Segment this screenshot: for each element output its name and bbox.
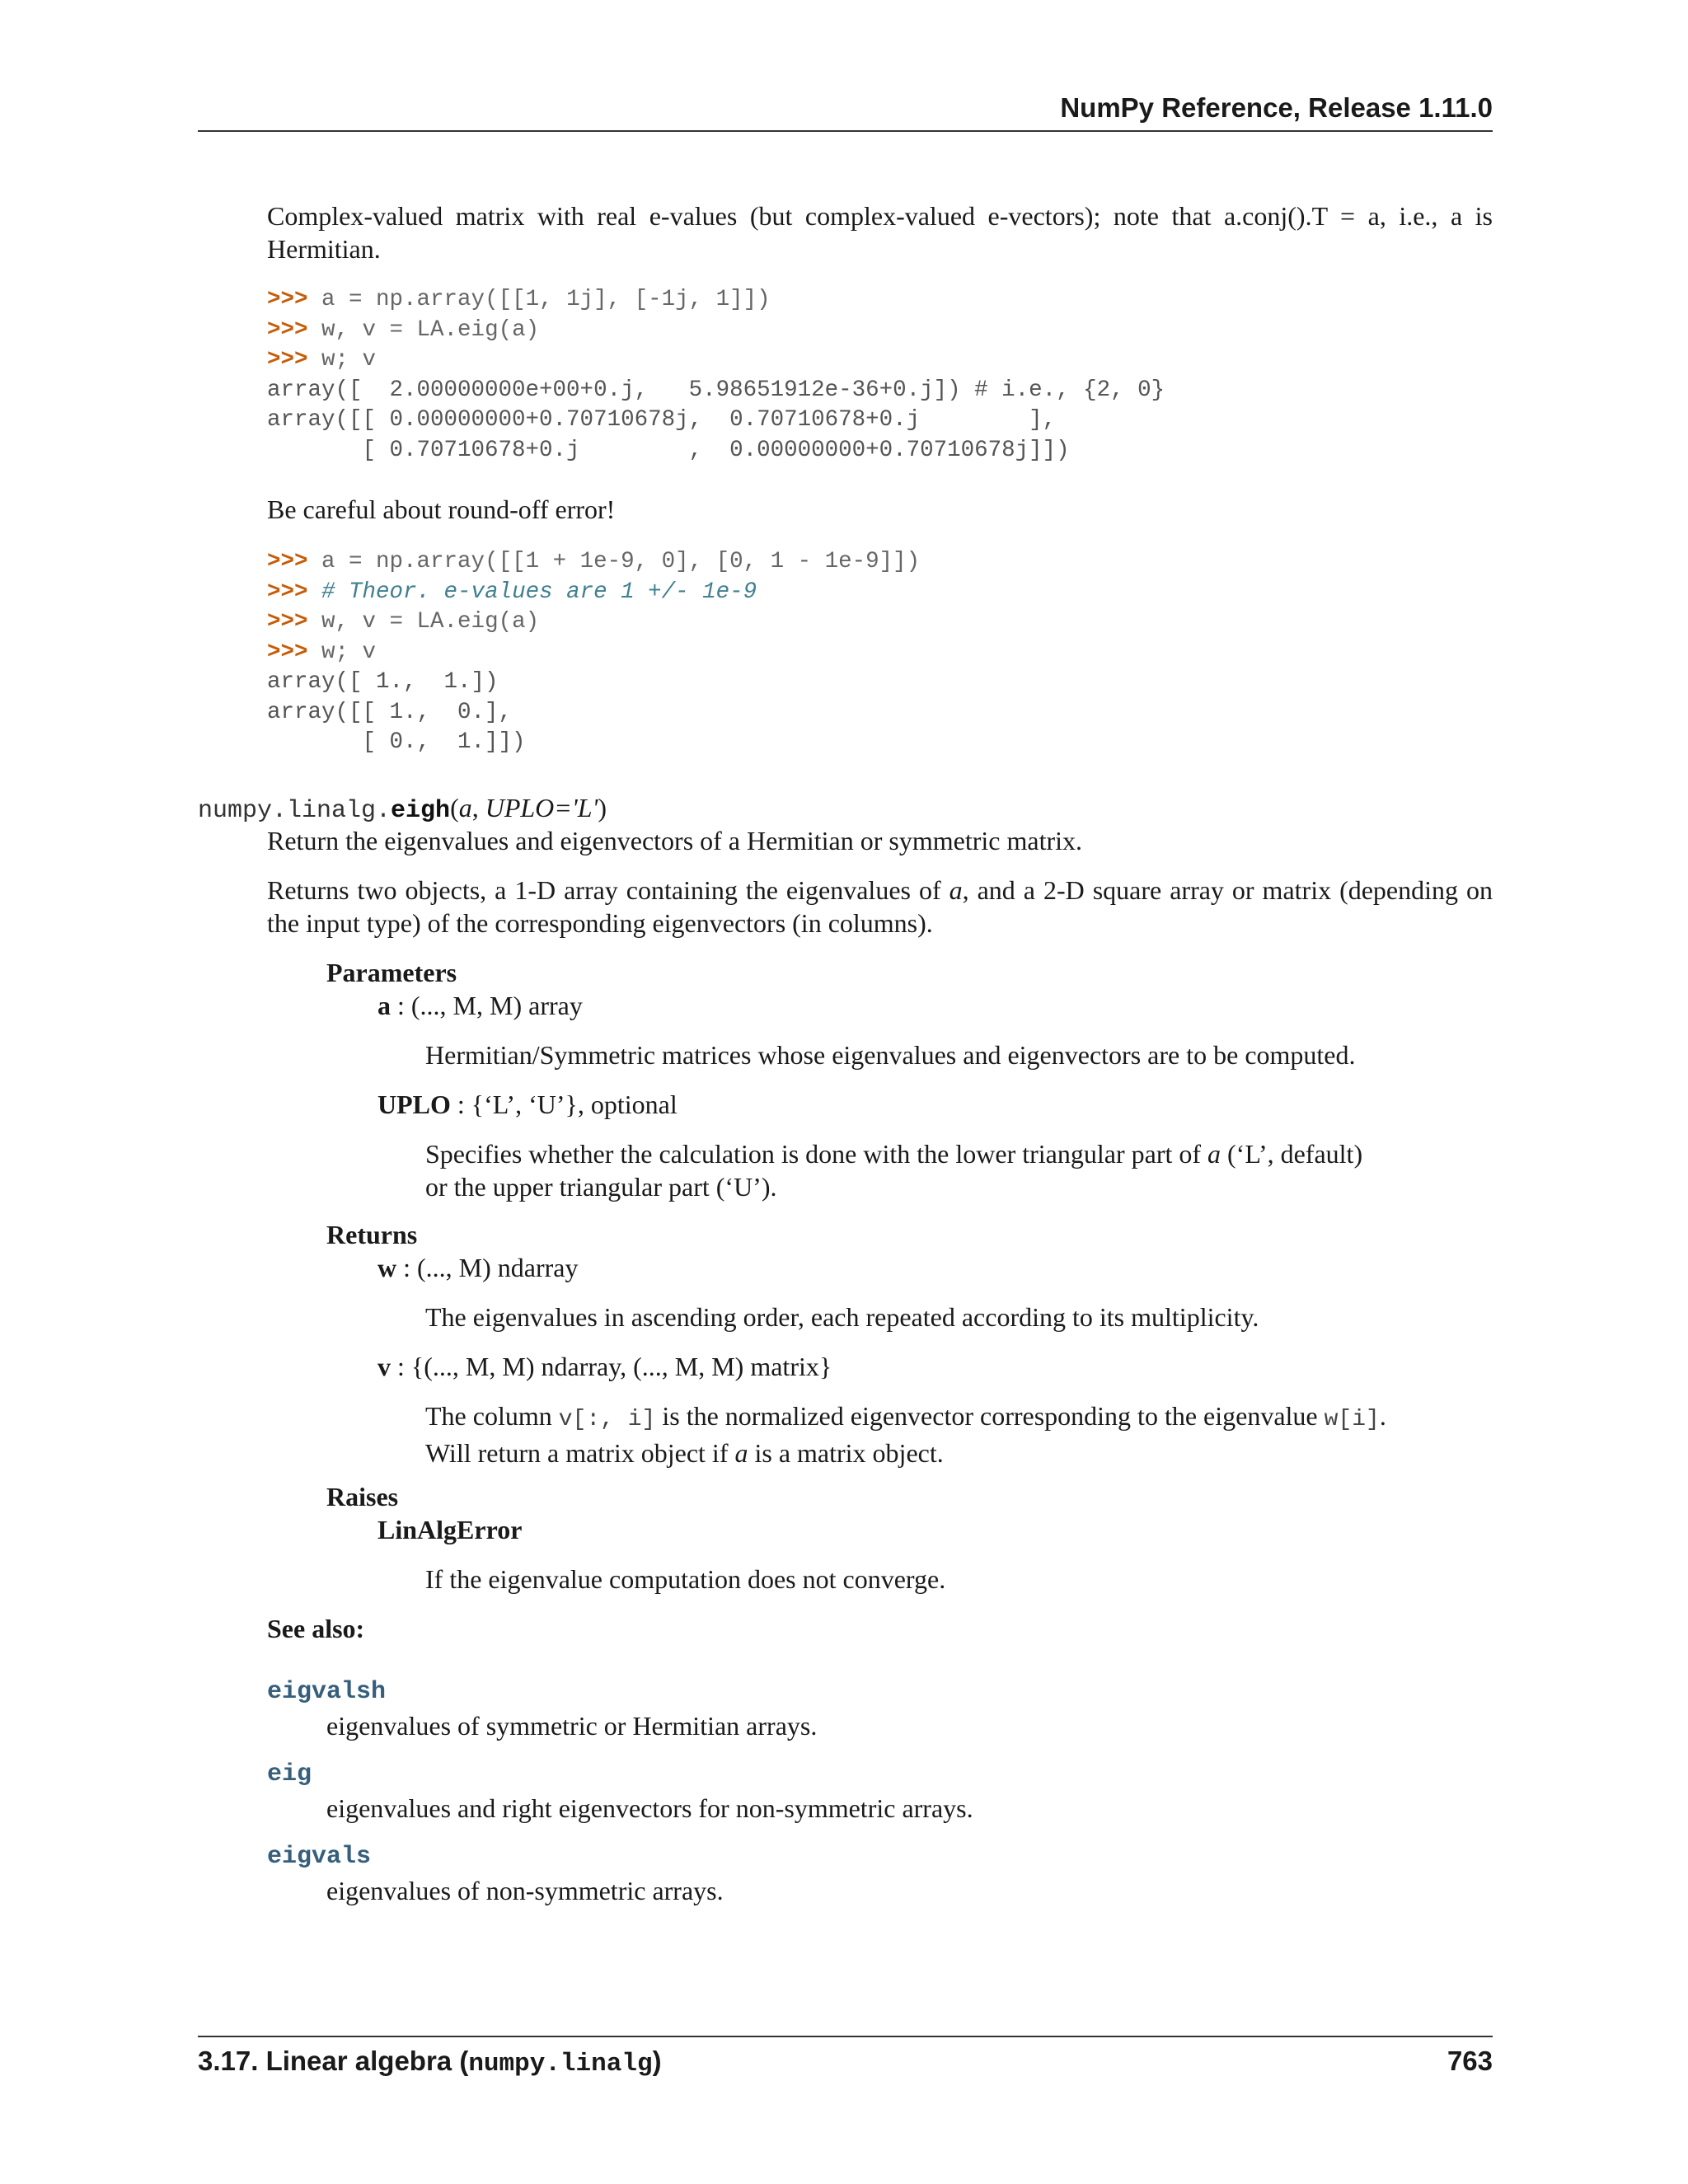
param-a-description: Hermitian/Symmetric matrices whose eigenvalues and eigenvectors are to be computed. (425, 1040, 1356, 1070)
returns-heading: Returns (326, 1220, 418, 1249)
inline-code: w[i] (1324, 1407, 1380, 1432)
code-line: w; v (321, 347, 377, 373)
code-block-hermitian (267, 285, 1165, 466)
code-comment: # Theor. e-values are 1 +/- 1e-9 (321, 579, 757, 605)
see-also-description: eigenvalues of non-symmetric arrays. (326, 1876, 724, 1905)
footer-section-title: 3.17. Linear algebra (numpy.linalg) (198, 2046, 662, 2079)
prompt: >>> (267, 639, 308, 665)
raises-exception-name: LinAlgError (377, 1515, 523, 1544)
function-description: Returns two objects, a 1-D array containing the eigenvalues of a, and a 2-D square array or matrix (depending on the input type) of the corresponding eigenvectors (in columns). (267, 875, 1493, 938)
raises-heading: Raises (326, 1482, 399, 1511)
code-output: array([ 2.00000000e+00+0.j, 5.98651912e-36+0.j]) # i.e., {2, 0} (267, 377, 1165, 403)
code-output: [ 0.70710678+0.j , 0.00000000+0.70710678j]]) (267, 437, 1070, 463)
code-line: w, v = LA.eig(a) (321, 316, 540, 343)
param-uplo-description: Specifies whether the calculation is done with the lower triangular part of a (‘L’, default) or the upper triangular part (‘U’). (425, 1139, 1363, 1202)
see-also-link-eigvals[interactable]: eigvals (267, 1843, 372, 1871)
param-a: a : (..., M, M) array (377, 991, 583, 1020)
code-output: [ 0., 1.]]) (267, 729, 526, 755)
prompt: >>> (267, 287, 308, 312)
code-line: a = np.array([[1 + 1e-9, 0], [0, 1 - 1e-9]]) (321, 549, 921, 574)
param-uplo: UPLO : {‘L’, ‘U’}, optional (377, 1090, 678, 1119)
code-block-roundoff (267, 547, 920, 758)
prompt: >>> (267, 579, 308, 605)
prompt: >>> (267, 609, 308, 635)
code-output: array([ 1., 1.]) (267, 669, 499, 695)
return-w: w : (..., M) ndarray (377, 1253, 579, 1282)
prompt: >>> (267, 316, 308, 343)
header-rule (198, 130, 1493, 132)
code-line: w, v = LA.eig(a) (321, 609, 540, 635)
signature-module: numpy.linalg. (198, 797, 392, 825)
return-v: v : {(..., M, M) ndarray, (..., M, M) matrix} (377, 1352, 832, 1381)
roundoff-paragraph: Be careful about round-off error! (267, 494, 616, 524)
see-also-heading: See also: (267, 1614, 365, 1643)
return-w-description: The eigenvalues in ascending order, each repeated according to its multiplicity. (425, 1302, 1259, 1332)
see-also-link-eigvalsh[interactable]: eigvalsh (267, 1678, 387, 1706)
see-also-description: eigenvalues of symmetric or Hermitian arrays. (326, 1711, 818, 1741)
see-also-description: eigenvalues and right eigenvectors for non-symmetric arrays. (326, 1793, 973, 1823)
see-also-link-eig[interactable]: eig (267, 1760, 312, 1788)
code-output: array([[ 0.00000000+0.70710678j, 0.70710678+0.j ], (267, 407, 1057, 433)
signature-function-name: eigh (391, 797, 451, 825)
page-header-title: NumPy Reference, Release 1.11.0 (1060, 92, 1493, 123)
signature-args: (a, UPLO='L') (450, 793, 607, 823)
raises-description: If the eigenvalue computation does not converge. (425, 1564, 946, 1594)
intro-paragraph: Complex-valued matrix with real e-values (but complex-valued e-vectors); note that a.conj().T = a, i.e., a is Hermitian. (267, 201, 1493, 264)
parameters-heading: Parameters (326, 958, 457, 987)
prompt: >>> (267, 549, 308, 574)
function-signature (198, 791, 607, 827)
page-number: 763 (1447, 2046, 1493, 2076)
function-summary: Return the eigenvalues and eigenvectors of a Hermitian or symmetric matrix. (267, 826, 1082, 855)
footer-rule (198, 2036, 1493, 2037)
code-line: a = np.array([[1, 1j], [-1j, 1]]) (321, 287, 771, 312)
prompt: >>> (267, 347, 308, 373)
code-line: w; v (321, 639, 377, 665)
return-v-description: The column v[:, i] is the normalized eigenvector corresponding to the eigenvalue w[i]. Will return a matrix object if a is a matrix object. (425, 1401, 1386, 1468)
code-output: array([[ 1., 0.], (267, 699, 513, 725)
inline-code: v[:, i] (558, 1407, 656, 1432)
